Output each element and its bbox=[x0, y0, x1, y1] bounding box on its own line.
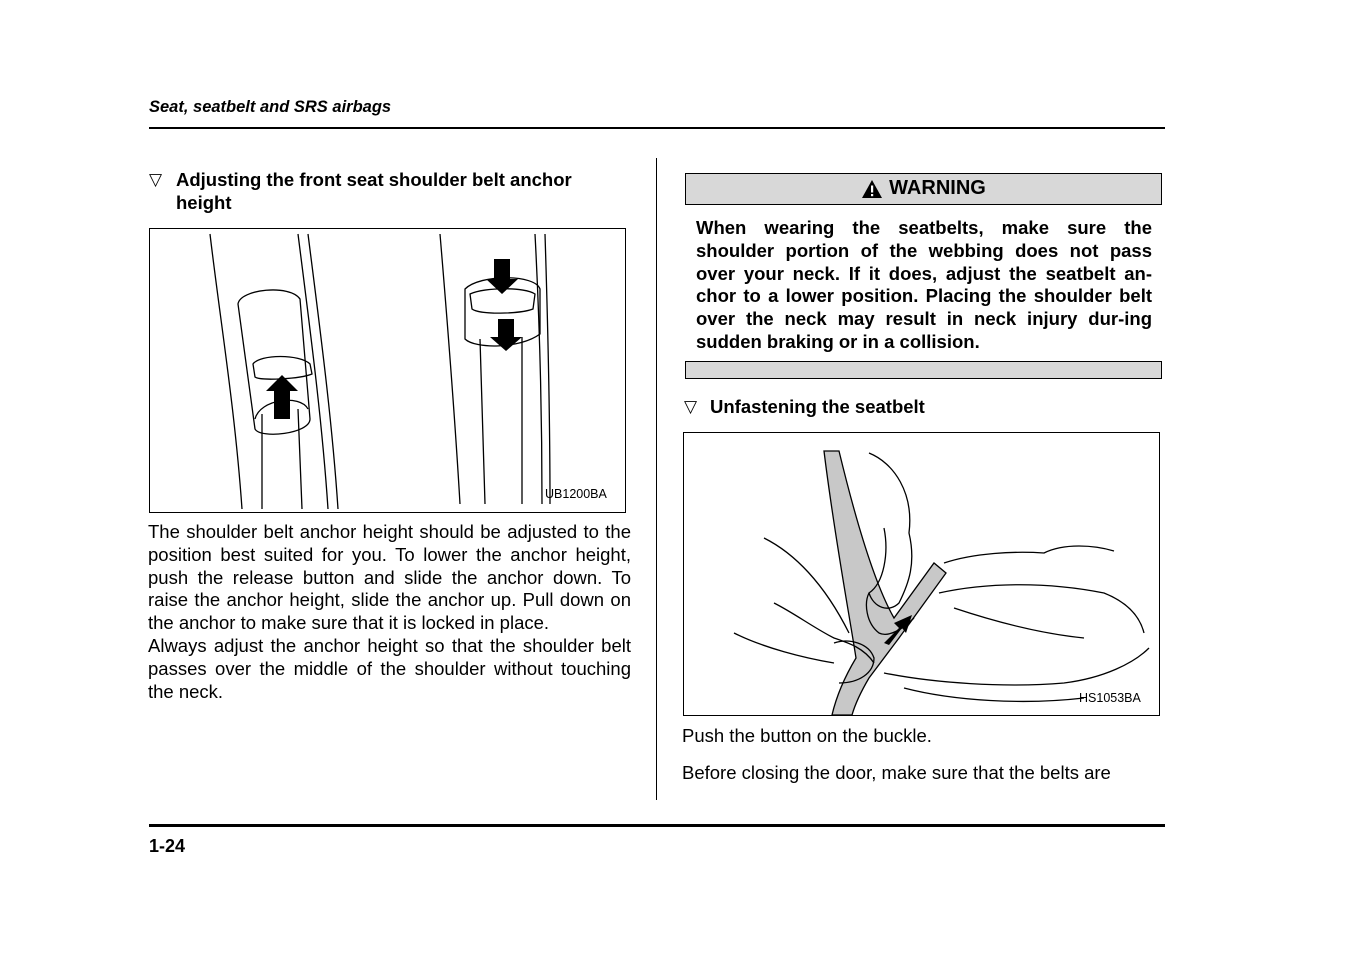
unfasten-body-text bbox=[682, 725, 1166, 785]
header-rule bbox=[149, 127, 1165, 129]
warning-triangle-icon bbox=[861, 179, 883, 199]
warning-end-bar bbox=[685, 361, 1162, 379]
column-divider bbox=[656, 158, 657, 800]
paragraph: Push the button on the buckle. bbox=[682, 725, 932, 746]
section-heading-anchor-height bbox=[149, 168, 629, 214]
section-heading-unfasten bbox=[684, 395, 1154, 418]
unfasten-illustration bbox=[684, 433, 1159, 715]
paragraph: The shoulder belt anchor height should be adjusted to the position best suited for you. To lower the anchor height, push the release button and slide the anchor down. To raise the anchor height, slide the anchor up. Pull down on the anchor to make sure that it is locked in place. bbox=[148, 521, 631, 634]
warning-text: When wearing the seatbelts, make sure the shoulder portion of the webbing does not pass over your neck. If it does, adjust the seatbelt an-chor to a lower position. Placing the shoulder belt over the neck may result in neck injury dur-ing sudden braking or in a collision. bbox=[696, 217, 1152, 352]
triangle-down-outline-icon: ▽ bbox=[684, 397, 698, 416]
warning-label: WARNING bbox=[889, 177, 986, 199]
anchor-illustration bbox=[150, 229, 625, 512]
running-header: Seat, seatbelt and SRS airbags bbox=[149, 98, 392, 116]
warning-header bbox=[685, 173, 1162, 205]
triangle-down-outline-icon: ▽ bbox=[149, 170, 163, 189]
figure-code: UB1200BA bbox=[545, 487, 607, 501]
figure-code: HS1053BA bbox=[1079, 691, 1141, 705]
paragraph: Before closing the door, make sure that the belts are bbox=[682, 761, 1111, 783]
footer-rule bbox=[149, 824, 1165, 827]
section-title: Adjusting the front seat shoulder belt anchor height bbox=[176, 169, 572, 213]
figure-unfasten bbox=[683, 432, 1160, 716]
paragraph: Always adjust the anchor height so that the shoulder belt passes over the middle of the shoulder without touching the neck. bbox=[148, 634, 631, 702]
page-number: 1-24 bbox=[149, 836, 186, 856]
section-title: Unfastening the seatbelt bbox=[710, 396, 925, 417]
figure-anchor-adjust bbox=[149, 228, 626, 513]
anchor-body-text bbox=[148, 521, 631, 703]
